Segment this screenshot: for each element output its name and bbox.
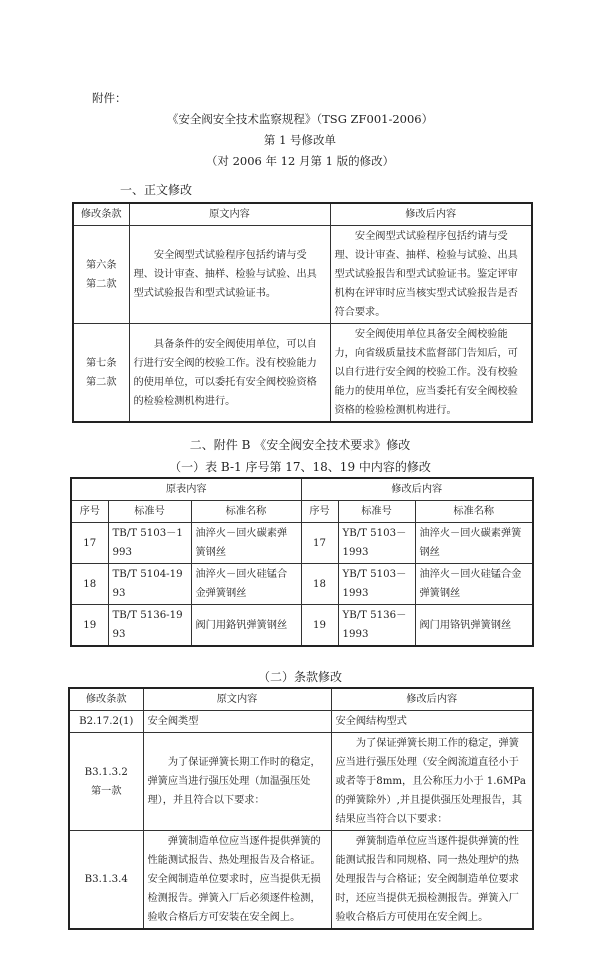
column-header: 修改后内容: [331, 688, 533, 711]
sub1-heading: （一）表 B-1 序号第 17、18、19 中内容的修改: [169, 460, 431, 474]
group-header-row: [71, 478, 533, 501]
standard-no-cell: TB/T 5104-1993: [108, 564, 191, 605]
table-header-row: [73, 203, 532, 226]
column-header: 标准名称: [415, 501, 533, 523]
column-header: 序号: [301, 501, 338, 523]
clause-cell: [73, 324, 129, 423]
document-subtitle: 第 1 号修改单: [263, 133, 337, 147]
sub2-heading: （二）条款修改: [257, 670, 342, 684]
seq-cell: 17: [301, 523, 338, 564]
standards-table: [70, 477, 534, 647]
clause-line: 第二款: [85, 376, 117, 388]
revised-cell: 安全阀型式试验程序包括约请与受理、设计审查、抽样、检验与试验、出具型式试验报告和型式试验证书。鉴定评审机构在评审时应当核实型式试验报告是否符合要求。: [330, 226, 532, 324]
column-header: 标准号: [338, 501, 415, 523]
seq-cell: 18: [71, 564, 108, 605]
group-header-original: 原表内容: [71, 478, 301, 501]
column-header: 修改条款: [69, 688, 143, 711]
table-row: [69, 831, 533, 930]
table-row: [71, 523, 533, 564]
clause-line: 第一款: [90, 785, 122, 797]
standard-name-cell: 油淬火－回火硅锰合金弹簧钢丝: [191, 564, 301, 605]
document-note: （对 2006 年 12 月第 1 版的修改）: [205, 154, 395, 168]
revised-cell: 安全阀使用单位具备安全阀校验能力，向省级质量技术监督部门告知后，可以自行进行安全阀的校验工作。没有校验能力的使用单位，应当委托有安全阀校验资格的检验检测机构进行。: [330, 324, 532, 423]
original-cell: 为了保证弹簧长期工作时的稳定，弹簧应当进行强压处理（加温强压处理），并且符合以下要求：: [143, 733, 331, 831]
column-header: 标准名称: [191, 501, 301, 523]
section2-heading: 二、附件 B 《安全阀安全技术要求》修改: [189, 438, 411, 452]
seq-cell: 17: [71, 523, 108, 564]
seq-cell: 18: [301, 564, 338, 605]
column-header: 标准号: [108, 501, 191, 523]
table-row: [71, 605, 533, 647]
table-row: [73, 226, 532, 324]
original-cell: 弹簧制造单位应当逐件提供弹簧的性能测试报告、热处理报告及合格证。安全阀制造单位要求时，应当提供无损检测报告。弹簧入厂后必须逐件检测，验收合格后方可安装在安全阀上。: [143, 831, 331, 930]
clause-cell: [69, 733, 143, 831]
clause-cell: B3.1.3.4: [69, 831, 143, 930]
clause-cell: [73, 226, 129, 324]
attachment-label: 附件：: [92, 91, 127, 105]
clause-line: 第六条: [85, 259, 117, 271]
clause-line: 第二款: [85, 278, 117, 290]
standard-name-cell: 阀门用铬钒弹簧钢丝: [415, 605, 533, 647]
standard-no-cell: YB/T 5136－1993: [338, 605, 415, 647]
section1-heading: 一、正文修改: [120, 183, 193, 197]
group-header-revised: 修改后内容: [301, 478, 533, 501]
table-row: [69, 733, 533, 831]
table-header-row: [69, 688, 533, 711]
standard-name-cell: 油淬火－回火碳素弹簧钢丝: [191, 523, 301, 564]
column-header: 修改后内容: [330, 203, 532, 226]
clause-line: 第七条: [85, 357, 117, 369]
standard-no-cell: YB/T 5103－1993: [338, 523, 415, 564]
standard-no-cell: TB/T 5103－1993: [108, 523, 191, 564]
seq-cell: 19: [71, 605, 108, 647]
document-title: 《安全阀安全技术监察规程》（TSG ZF001-2006）: [166, 112, 434, 126]
table-row: [71, 564, 533, 605]
clause-line: B3.1.3.2: [84, 766, 128, 778]
standard-no-cell: YB/T 5103－1993: [338, 564, 415, 605]
clause-cell: B2.17.2(1): [69, 711, 143, 733]
column-header: 序号: [71, 501, 108, 523]
column-header: 原文内容: [129, 203, 330, 226]
standard-no-cell: TB/T 5136-1993: [108, 605, 191, 647]
table-header-row: [71, 501, 533, 523]
standard-name-cell: 油淬火－回火碳素弹簧钢丝: [415, 523, 533, 564]
column-header: 修改条款: [73, 203, 129, 226]
revised-cell: 弹簧制造单位应当逐件提供弹簧的性能测试报告和同规格、同一热处理炉的热处理报告与合格证；安全阀制造单位要求时，还应当提供无损检测报告。弹簧入厂验收合格后方可使用在安全阀上。: [331, 831, 533, 930]
seq-cell: 19: [301, 605, 338, 647]
standard-name-cell: 油淬火－回火硅锰合金弹簧钢丝: [415, 564, 533, 605]
original-cell: 安全阀类型: [143, 711, 331, 733]
body-revision-table: [72, 202, 533, 423]
revised-cell: 为了保证弹簧长期工作的稳定，弹簧应当进行强压处理（安全阀流道直径小于或者等于8mm，且公称压力小于 1.6MPa 的弹簧除外）,并且提供强压处理报告，其结果应当符合以下要求：: [331, 733, 533, 831]
clause-revision-table: [68, 687, 534, 930]
table-row: [69, 711, 533, 733]
standard-name-cell: 阀门用鉻钒弹簧钢丝: [191, 605, 301, 647]
column-header: 原文内容: [143, 688, 331, 711]
original-cell: 具备条件的安全阀使用单位，可以自行进行安全阀的校验工作。没有校验能力的使用单位，可以委托有安全阀校验资格的检验检测机构进行。: [129, 324, 330, 423]
original-cell: 安全阀型式试验程序包括约请与受理、设计审查、抽样、检验与试验、出具型式试验报告和型式试验证书。: [129, 226, 330, 324]
revised-cell: 安全阀结构型式: [331, 711, 533, 733]
table-row: [73, 324, 532, 423]
